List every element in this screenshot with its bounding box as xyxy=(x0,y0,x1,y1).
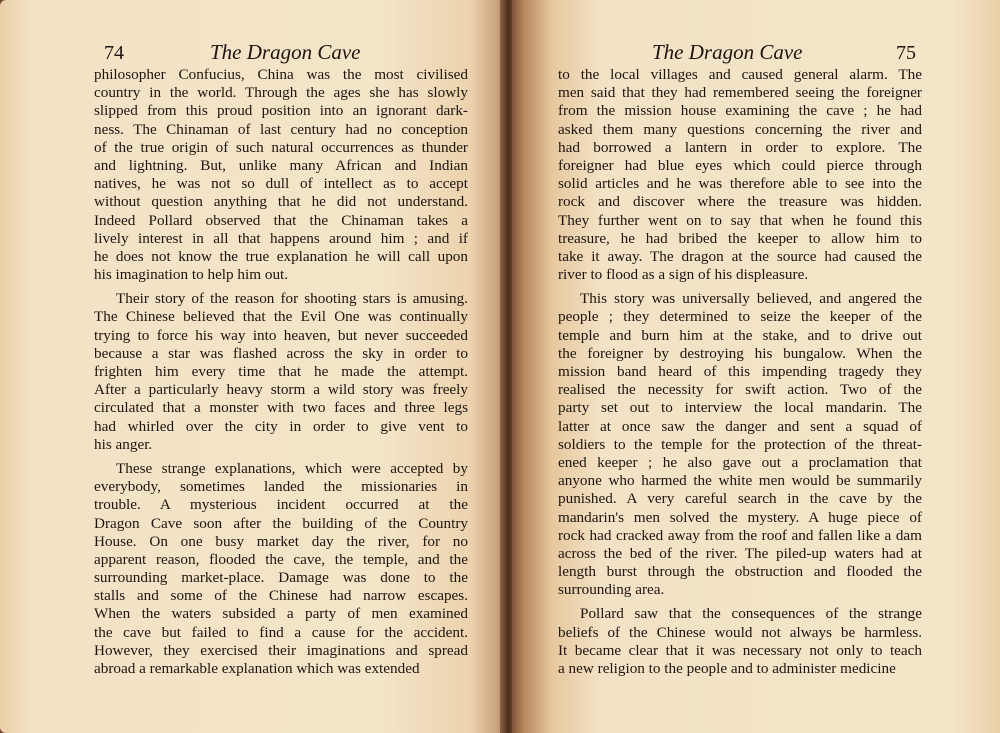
paragraph xyxy=(558,605,922,678)
text-line: treasure, he had bribed the keeper to allow him to xyxy=(558,229,922,247)
paragraph xyxy=(94,460,468,678)
paragraph xyxy=(558,290,922,599)
text-line: After a particularly heavy storm a wild story was freely xyxy=(94,381,468,399)
paragraph xyxy=(94,290,468,454)
left-page-number: 74 xyxy=(104,42,124,64)
text-line: punished. A very careful search in the cave by the xyxy=(558,490,922,508)
left-running-head: The Dragon Cave xyxy=(210,40,361,64)
text-line: his anger. xyxy=(94,435,153,453)
text-line: These strange explanations, which were accepted by xyxy=(116,459,468,477)
text-line: philosopher Confucius, China was the most civilised xyxy=(94,66,468,83)
text-line: abroad a remarkable explanation which was extended xyxy=(94,660,420,677)
paragraph xyxy=(94,66,468,284)
text-line: asked them many questions concerning the river and xyxy=(558,120,922,138)
text-line: The Chinese believed that the Evil One was continually xyxy=(94,308,468,326)
text-line: lively interest in all that happens around him ; and if xyxy=(94,229,468,247)
text-line: and lightning. But, unlike many African and Indian xyxy=(94,156,468,174)
left-body-text xyxy=(94,66,468,678)
text-line: ened keeper ; he also gave out a proclamation that xyxy=(558,453,922,471)
text-line: take it away. The dragon at the source had caused the xyxy=(558,247,922,265)
text-line: Dragon Cave soon after the building of the Country xyxy=(94,514,468,532)
paragraph xyxy=(558,66,922,284)
left-header xyxy=(0,40,505,68)
text-line: This story was universally believed, and angered the xyxy=(580,290,922,308)
text-line: the cave but failed to find a cause for the accident. xyxy=(94,623,468,641)
text-line: of the true origin of such natural occurrences as thunder xyxy=(94,138,468,156)
text-line: rock and discover where the treasure was hidden. xyxy=(558,193,922,211)
text-line: latter at once saw the danger and sent a squad of xyxy=(558,417,922,435)
text-line: Their story of the reason for shooting stars is amusing. xyxy=(116,290,468,308)
text-line: trouble. A mysterious incident occurred at the xyxy=(94,496,468,514)
text-line: to the local villages and caused general alarm. The xyxy=(558,66,922,83)
text-line: mandarin's men solved the mystery. A huge piece of xyxy=(558,508,922,526)
text-line: soldiers to the temple for the protection of the threat- xyxy=(558,435,922,453)
text-line: beliefs of the Chinese would not always be harmless. xyxy=(558,623,922,641)
text-line: circulated that a monster with two faces and three legs xyxy=(94,399,468,417)
text-line: surrounding area. xyxy=(558,581,665,599)
right-page xyxy=(512,0,1000,733)
right-running-head: The Dragon Cave xyxy=(652,40,803,64)
text-line: slipped from this proud position into an ignorant dark- xyxy=(94,102,468,120)
text-line: However, they exercised their imaginations and spread xyxy=(94,641,468,659)
text-line: temple and burn him at the stake, and to drive out xyxy=(558,326,922,344)
text-line: ness. The Chinaman of last century had no conception xyxy=(94,120,468,138)
text-line: had borrowed a lantern in order to explore. The xyxy=(558,138,922,156)
text-line: mission band heard of this impending tragedy they xyxy=(558,363,922,380)
text-line: When the waters subsided a party of men examined xyxy=(94,605,468,623)
text-line: because a star was flashed across the sky in order to xyxy=(94,344,468,362)
text-line: Indeed Pollard observed that the Chinaman takes a xyxy=(94,211,468,229)
right-body-text xyxy=(558,66,922,678)
text-line: everybody, sometimes landed the missionaries in xyxy=(94,478,468,496)
text-line: surrounding market-place. Damage was done to the xyxy=(94,569,468,587)
text-line: trying to force his way into heaven, but never succeeded xyxy=(94,326,468,344)
text-line: had whirled over the city in order to give vent to xyxy=(94,417,468,435)
text-line: he does not know the true explanation he will call upon xyxy=(94,247,468,265)
text-line: from the mission house examining the cave ; he had xyxy=(558,102,922,120)
text-line: people ; they determined to seize the keeper of the xyxy=(558,308,922,326)
text-line: the foreigner by destroying his bungalow. When the xyxy=(558,344,922,362)
text-line: men said that they had remembered seeing the foreigner xyxy=(558,84,922,102)
text-line: without question anything that he did not understand. xyxy=(94,193,468,211)
text-line: his imagination to help him out. xyxy=(94,266,289,284)
right-header xyxy=(512,40,1000,68)
text-line: solid articles and he was therefore able to see into the xyxy=(558,175,922,193)
text-line: rock had cracked away from the roof and fallen like a dam xyxy=(558,526,922,544)
text-line: foreigner had blue eyes which could pierce through xyxy=(558,156,922,174)
text-line: length burst through the obstruction and flooded the xyxy=(558,563,922,581)
text-line: It became clear that it was necessary not only to teach xyxy=(558,641,922,659)
text-line: a new religion to the people and to administer medicine xyxy=(558,660,896,677)
text-line: anyone who harmed the white men would be summarily xyxy=(558,472,922,490)
text-line: natives, he was not so dull of intellect as to accept xyxy=(94,175,468,193)
text-line: river to flood as a sign of his displeasure. xyxy=(558,266,809,284)
text-line: stalls and some of the Chinese had narrow escapes. xyxy=(94,587,468,605)
text-line: realised the necessity for swift action. Two of the xyxy=(558,381,922,399)
text-line: They further went on to say that when he found this xyxy=(558,211,922,229)
text-line: Pollard saw that the consequences of the strange xyxy=(580,605,922,623)
text-line: frighten him every time that he made the attempt. xyxy=(94,363,468,380)
text-line: across the bed of the river. The piled-up waters had at xyxy=(558,544,922,562)
text-line: apparent reason, flooded the cave, the temple, and the xyxy=(94,550,468,568)
text-line: country in the world. Through the ages she has slowly xyxy=(94,84,468,102)
text-line: party set out to interview the local mandarin. The xyxy=(558,399,922,417)
text-line: House. On one busy market day the river, for no xyxy=(94,532,468,550)
right-page-number: 75 xyxy=(896,42,916,64)
